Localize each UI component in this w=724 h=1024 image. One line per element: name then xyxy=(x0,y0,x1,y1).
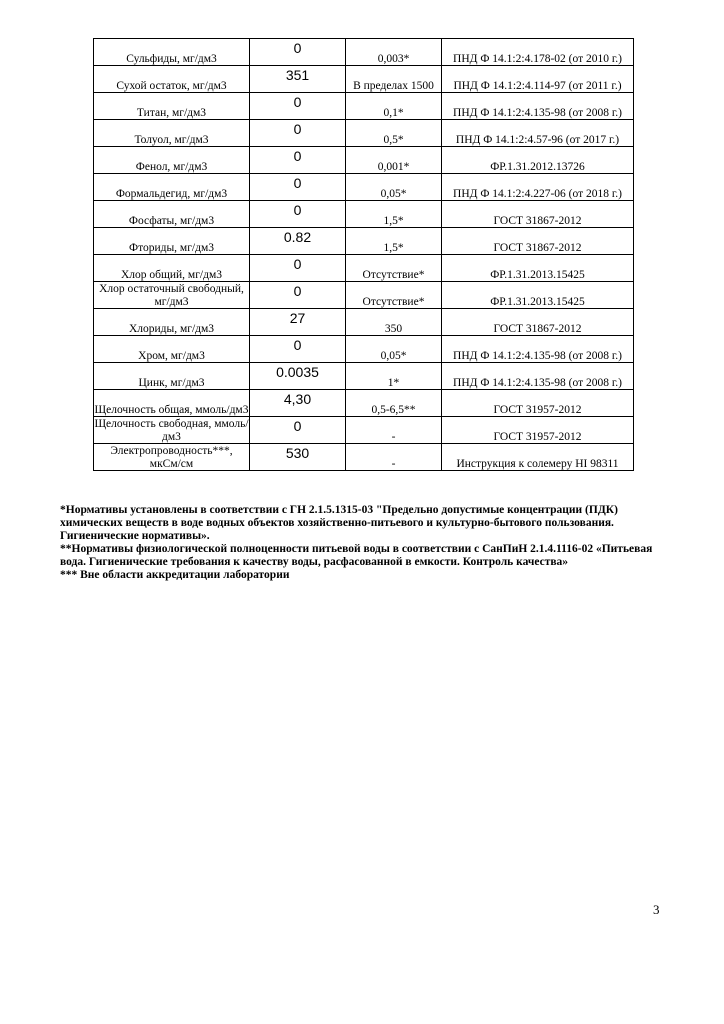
norm-value: 350 xyxy=(346,309,442,336)
measured-value: 4,30 xyxy=(283,391,312,407)
results-table xyxy=(93,38,634,471)
measured-value-cell xyxy=(250,390,346,417)
test-method: Инструкция к солемеру HI 98311 xyxy=(442,444,634,471)
parameter-name: Фосфаты, мг/дм3 xyxy=(94,201,250,228)
measured-value-cell xyxy=(250,309,346,336)
table-row xyxy=(94,174,634,201)
table-row xyxy=(94,363,634,390)
norm-value: 1* xyxy=(346,363,442,390)
test-method: ГОСТ 31867-2012 xyxy=(442,228,634,255)
norm-value: Отсутствие* xyxy=(346,282,442,309)
parameter-name: Титан, мг/дм3 xyxy=(94,93,250,120)
norm-value: - xyxy=(346,444,442,471)
table-row xyxy=(94,120,634,147)
table-row xyxy=(94,93,634,120)
measured-value: 0 xyxy=(293,256,302,272)
parameter-name: Формальдегид, мг/дм3 xyxy=(94,174,250,201)
norm-value: - xyxy=(346,417,442,444)
norm-value: 0,05* xyxy=(346,174,442,201)
measured-value-cell xyxy=(250,174,346,201)
table-row xyxy=(94,444,634,471)
test-method: ГОСТ 31957-2012 xyxy=(442,390,634,417)
table-row xyxy=(94,255,634,282)
measured-value: 0 xyxy=(293,337,302,353)
table-row xyxy=(94,390,634,417)
test-method: ГОСТ 31867-2012 xyxy=(442,201,634,228)
test-method: ГОСТ 31957-2012 xyxy=(442,417,634,444)
norm-value: 0,1* xyxy=(346,93,442,120)
measured-value-cell xyxy=(250,444,346,471)
test-method: ПНД Ф 14.1:2:4.178-02 (от 2010 г.) xyxy=(442,39,634,66)
results-table-body xyxy=(94,39,634,471)
measured-value-cell xyxy=(250,120,346,147)
table-row xyxy=(94,228,634,255)
norm-value: Отсутствие* xyxy=(346,255,442,282)
test-method: ФР.1.31.2013.15425 xyxy=(442,255,634,282)
measured-value: 0 xyxy=(293,148,302,164)
parameter-name: Цинк, мг/дм3 xyxy=(94,363,250,390)
norm-value: 0,001* xyxy=(346,147,442,174)
measured-value-cell xyxy=(250,147,346,174)
test-method: ПНД Ф 14.1:2:4.135-98 (от 2008 г.) xyxy=(442,336,634,363)
norm-value: 1,5* xyxy=(346,228,442,255)
test-method: ПНД Ф 14.1:2:4.227-06 (от 2018 г.) xyxy=(442,174,634,201)
measured-value-cell xyxy=(250,66,346,93)
table-row xyxy=(94,66,634,93)
parameter-name: Хлориды, мг/дм3 xyxy=(94,309,250,336)
measured-value-cell xyxy=(250,39,346,66)
measured-value: 0 xyxy=(293,175,302,191)
table-row xyxy=(94,282,634,309)
measured-value: 0 xyxy=(293,40,302,56)
test-method: ФР.1.31.2012.13726 xyxy=(442,147,634,174)
parameter-name: Щелочность свободная, ммоль/дм3 xyxy=(94,418,249,443)
table-row xyxy=(94,417,634,444)
footnotes xyxy=(60,504,660,582)
parameter-name: Сульфиды, мг/дм3 xyxy=(94,39,250,66)
measured-value: 0 xyxy=(293,94,302,110)
parameter-name: Хлор остаточный свободный, мг/дм3 xyxy=(94,282,250,309)
measured-value: 530 xyxy=(285,445,310,461)
parameter-name: Толуол, мг/дм3 xyxy=(94,120,250,147)
norm-value: 1,5* xyxy=(346,201,442,228)
test-method: ГОСТ 31867-2012 xyxy=(442,309,634,336)
norm-value: 0,05* xyxy=(346,336,442,363)
measured-value: 0 xyxy=(293,283,302,299)
test-method: ФР.1.31.2013.15425 xyxy=(442,282,634,309)
norm-value: 0,003* xyxy=(346,39,442,66)
table-row xyxy=(94,336,634,363)
measured-value: 351 xyxy=(285,67,310,83)
parameter-name: Щелочность общая, ммоль/дм3 xyxy=(94,390,250,417)
measured-value-cell xyxy=(250,228,346,255)
parameter-name: Хлор общий, мг/дм3 xyxy=(94,255,250,282)
measured-value: 0 xyxy=(293,121,302,137)
test-method: ПНД Ф 14.1:2:4.135-98 (от 2008 г.) xyxy=(442,93,634,120)
measured-value-cell xyxy=(250,255,346,282)
table-row xyxy=(94,309,634,336)
test-method: ПНД Ф 14.1:2:4.114-97 (от 2011 г.) xyxy=(442,66,634,93)
measured-value-cell xyxy=(250,201,346,228)
test-method: ПНД Ф 14.1:2:4.135-98 (от 2008 г.) xyxy=(442,363,634,390)
parameter-name: Хром, мг/дм3 xyxy=(94,336,250,363)
footnote-3: *** Вне области аккредитации лаборатории xyxy=(60,569,290,581)
measured-value: 0.82 xyxy=(283,229,312,245)
footnote-1: *Нормативы установлены в соответствии с ГН 2.1.5.1315-03 "Предельно допустимые концентрации (ПДК) химических веществ в воде водных объектов хозяйственно-питьевого и культурно-бытового пользования. Гигиенические нормативы». xyxy=(60,504,618,542)
norm-value: В пределах 1500 xyxy=(346,66,442,93)
parameter-name: Электропроводность***, мкСм/см xyxy=(94,444,250,471)
footnote-2: **Нормативы физиологической полноценности питьевой воды в соответствии с СанПиН 2.1.4.1116-02 «Питьевая вода. Гигиенические требования к качеству воды, расфасованной в емкости. Контроль качества» xyxy=(60,543,653,568)
measured-value: 0.0035 xyxy=(276,364,319,380)
measured-value: 27 xyxy=(289,310,306,326)
measured-value: 0 xyxy=(293,202,302,218)
table-row xyxy=(94,147,634,174)
norm-value: 0,5-6,5** xyxy=(346,390,442,417)
norm-value: 0,5* xyxy=(346,120,442,147)
parameter-name: Сухой остаток, мг/дм3 xyxy=(94,66,250,93)
measured-value-cell xyxy=(250,417,346,444)
measured-value-cell xyxy=(250,93,346,120)
table-row xyxy=(94,201,634,228)
parameter-name: Фенол, мг/дм3 xyxy=(94,147,250,174)
page-number: 3 xyxy=(653,902,660,917)
table-row xyxy=(94,39,634,66)
measured-value-cell xyxy=(250,282,346,309)
measured-value: 0 xyxy=(293,418,302,434)
measured-value-cell xyxy=(250,336,346,363)
parameter-name: Фториды, мг/дм3 xyxy=(94,228,250,255)
measured-value-cell xyxy=(250,363,346,390)
test-method: ПНД Ф 14.1:2:4.57-96 (от 2017 г.) xyxy=(442,120,634,147)
